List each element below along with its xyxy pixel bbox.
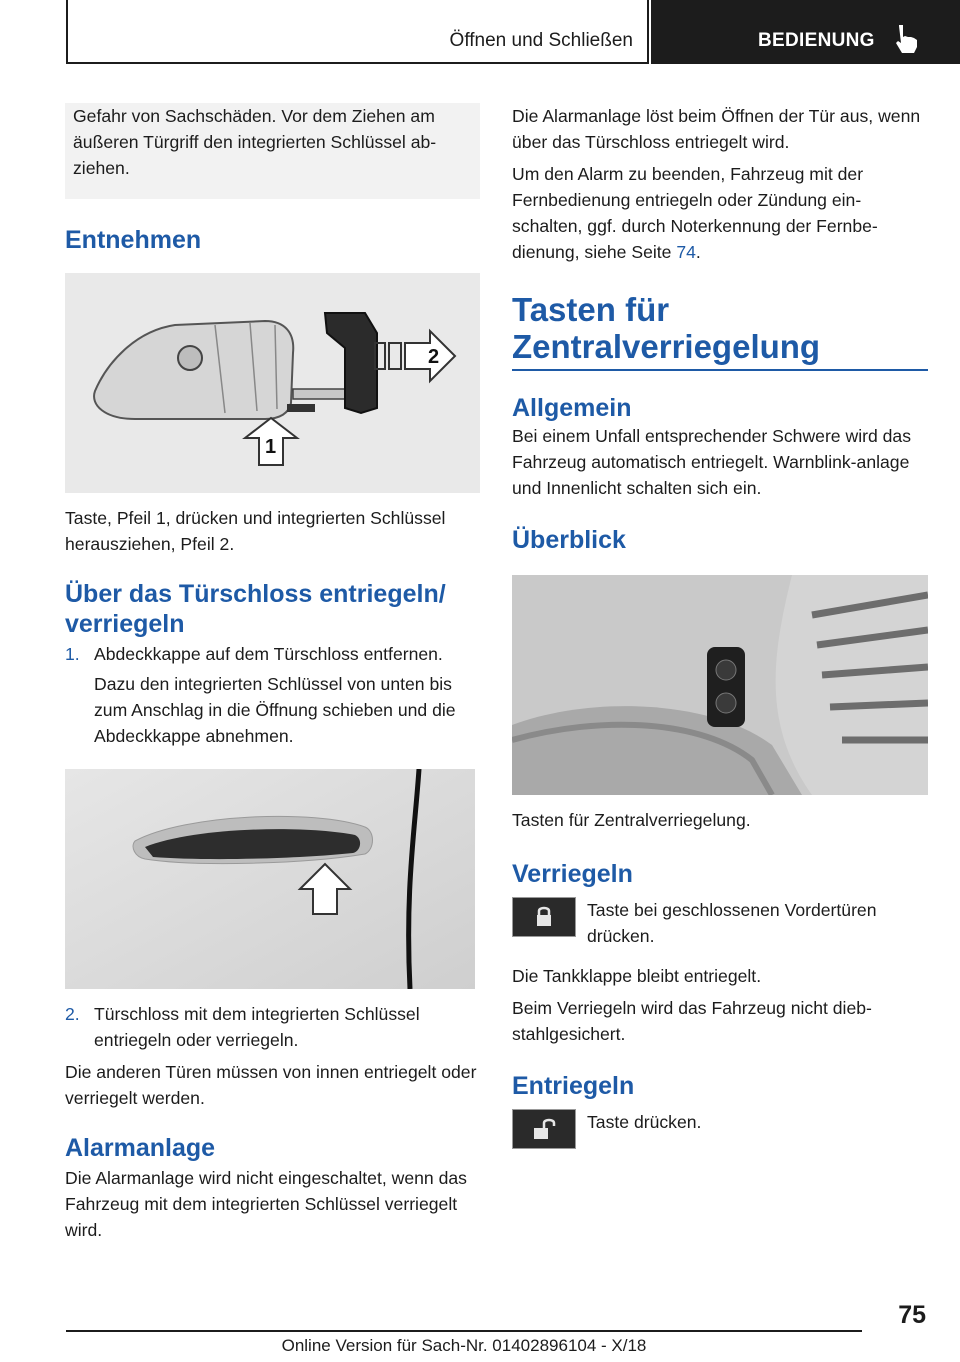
- ueberblick-caption: Tasten für Zentralverriegelung.: [512, 810, 751, 830]
- heading-alarmanlage: Alarmanlage: [65, 1134, 216, 1162]
- step-text: Abdeckkappe auf dem Türschloss entfernen.: [94, 644, 443, 664]
- tuerschloss-note: Die anderen Türen müssen von innen entriegelt oder verriegelt werden.: [65, 1062, 477, 1108]
- lock-closed-icon: [512, 897, 576, 937]
- heading-tuerschloss: Über das Türschloss entriegeln/ verriegeln: [65, 580, 446, 638]
- heading-entnehmen: Entnehmen: [65, 226, 202, 254]
- pointing-hand-icon: [892, 23, 922, 55]
- tuerschloss-steps: [65, 641, 480, 749]
- verriegeln-note1: Die Tankklappe bleibt entriegelt.: [512, 966, 762, 986]
- figure-label-1: 1: [265, 436, 277, 458]
- heading-ueberblick: Überblick: [512, 526, 626, 554]
- heading-tasten-zentralverriegelung: Tasten für Zentralverriegelung: [512, 291, 821, 365]
- alarm-text: Die Alarmanlage wird nicht eingeschaltet, wenn das Fahrzeug mit dem integrierten Schlüssel verriegelt wird.: [65, 1168, 467, 1240]
- list-item: [65, 641, 480, 749]
- step-text: Türschloss mit dem integrierten Schlüssel entriegeln oder verriegeln.: [94, 1004, 420, 1050]
- heading-allgemein: Allgemein: [512, 394, 632, 422]
- key-removal-figure: [65, 273, 480, 493]
- door-handle-figure: [65, 769, 475, 989]
- allgemein-text: Bei einem Unfall entsprechender Schwere wird das Fahrzeug automatisch entriegelt. Warnblink‐anlage und Innenlicht schalten sich ein.: [512, 426, 911, 498]
- header-chapter-tab: [66, 0, 649, 64]
- alarm-continued: Die Alarmanlage löst beim Öffnen der Tür aus, wenn über das Türschloss entriegelt wird.: [512, 106, 921, 152]
- heading-verriegeln: Verriegeln: [512, 860, 633, 888]
- heading-entriegeln: Entriegeln: [512, 1072, 635, 1100]
- verriegeln-button-text: Taste bei geschlossenen Vordertüren drücken.: [587, 900, 877, 946]
- footer-rule: [66, 1330, 862, 1332]
- right-column: [512, 103, 928, 1135]
- step-number: 1.: [65, 644, 80, 664]
- left-column: [65, 103, 480, 1243]
- section-title: BEDIENUNG: [758, 30, 875, 51]
- verriegeln-note2: Beim Verriegeln wird das Fahrzeug nicht dieb‐stahlgesichert.: [512, 998, 872, 1044]
- entriegeln-button-text: Taste drücken.: [587, 1112, 702, 1132]
- header-section-tab: [651, 0, 960, 64]
- figure-label-2: 2: [428, 346, 440, 368]
- step-number: 2.: [65, 1004, 80, 1024]
- tuerschloss-steps-2: [65, 1001, 480, 1053]
- page-number: 75: [898, 1301, 926, 1329]
- heading-rule: [512, 369, 928, 371]
- page-link-74[interactable]: 74: [676, 242, 696, 262]
- chapter-title: Öffnen und Schließen: [449, 30, 633, 51]
- entriegeln-row: [512, 1109, 928, 1135]
- lock-open-icon: [512, 1109, 576, 1149]
- entnehmen-caption: Taste, Pfeil 1, drücken und integrierten Schlüssel herausziehen, Pfeil 2.: [65, 508, 446, 554]
- warning-box: [65, 103, 480, 199]
- verriegeln-row: [512, 897, 928, 949]
- footer-text: Online Version für Sach-Nr. 01402896104 - X/18: [281, 1336, 647, 1355]
- step-detail: Dazu den integrierten Schlüssel von unten bis zum Anschlag in die Öffnung schieben und die Abdeckkappe abnehmen.: [94, 674, 456, 746]
- warning-text: Gefahr von Sachschäden. Vor dem Ziehen am äußeren Türgriff den integrierten Schlüssel ab‐ziehen.: [73, 106, 437, 178]
- list-item: [65, 1001, 480, 1053]
- alarm-stop-text: [512, 161, 928, 265]
- central-lock-buttons-figure: [512, 575, 928, 795]
- alarm-stop-after: .: [695, 242, 701, 262]
- alarm-stop-before: Um den Alarm zu beenden, Fahrzeug mit der Fernbedienung entriegeln oder Zündung ein‐schalten, ggf. durch Noterkennung der Fernbe‐dienung, siehe Seite: [512, 164, 878, 262]
